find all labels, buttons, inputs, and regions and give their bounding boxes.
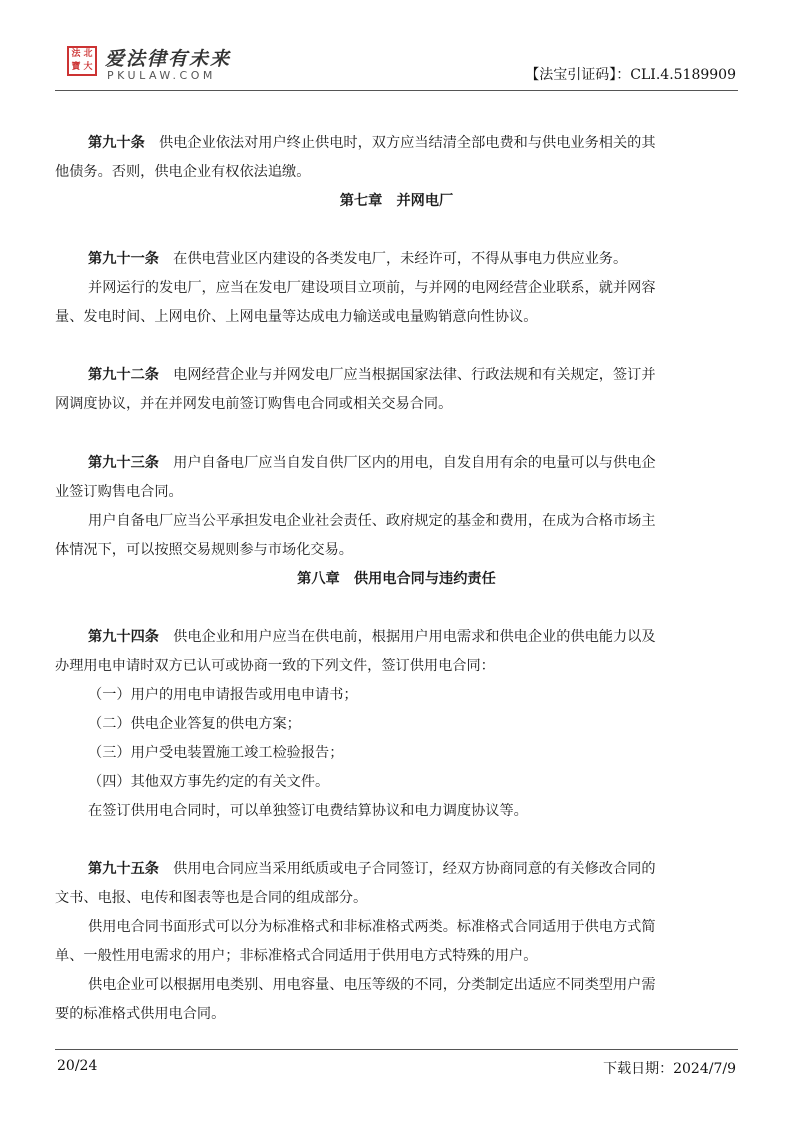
article-90-title: 第九十条 bbox=[88, 135, 145, 151]
download-date: 下载日期：2024/7/9 bbox=[603, 1061, 736, 1077]
article-94-line-3: 在签订供用电合同时，可以单独签订电费结算协议和电力调度协议等。 bbox=[88, 803, 528, 819]
article-95-line-2: 文书、电报、电传和图表等也是合同的组成部分。 bbox=[55, 890, 368, 906]
article-95-line-5: 供电企业可以根据用电类别、用电容量、电压等级的不同，分类制定出适应不同类型用户需 bbox=[88, 977, 656, 993]
page-number: 20/24 bbox=[57, 1058, 98, 1074]
article-94-line-1 bbox=[88, 626, 656, 646]
article-93-text: 用户自备电厂应当自发自供厂区内的用电，自发自用有余的电量可以与供电企 bbox=[173, 455, 656, 471]
article-94-item-1: （一）用户的用电申请报告或用电申请书； bbox=[88, 687, 358, 703]
article-91-title: 第九十一条 bbox=[88, 251, 159, 267]
article-90-text: 供电企业依法对用户终止供电时，双方应当结清全部电费和与供电业务相关的其 bbox=[158, 135, 656, 151]
chapter-8-heading: 第八章 供用电合同与违约责任 bbox=[297, 571, 496, 587]
article-94-item-3: （三）用户受电装置施工竣工检验报告； bbox=[88, 745, 344, 761]
article-93-title: 第九十三条 bbox=[88, 455, 159, 471]
pkulaw-logo[interactable] bbox=[67, 44, 267, 84]
page-header bbox=[55, 40, 738, 91]
article-92-line-1 bbox=[88, 364, 656, 384]
article-94-item-4: （四）其他双方事先约定的有关文件。 bbox=[88, 774, 330, 790]
citation-code: 【法宝引证码】：CLI.4.5189909 bbox=[525, 67, 736, 83]
article-94-line-2: 办理用电申请时双方已认可或协商一致的下列文件，签订供用电合同： bbox=[55, 658, 495, 674]
article-90-line-1 bbox=[88, 132, 656, 152]
site-name: PKULAW.COM bbox=[107, 69, 216, 82]
article-95-line-3: 供用电合同书面形式可以分为标准格式和非标准格式两类。标准格式合同适用于供电方式简 bbox=[88, 919, 656, 935]
article-93-line-3: 用户自备电厂应当公平承担发电企业社会责任、政府规定的基金和费用，在成为合格市场主 bbox=[88, 513, 656, 529]
article-92-title: 第九十二条 bbox=[88, 367, 159, 383]
article-93-line-4: 体情况下，可以按照交易规则参与市场化交易。 bbox=[55, 542, 353, 558]
article-93-line-1 bbox=[88, 452, 656, 472]
article-92-text: 电网经营企业与并网发电厂应当根据国家法律、行政法规和有关规定，签订并 bbox=[173, 367, 656, 383]
article-95-line-1 bbox=[88, 858, 656, 878]
article-90-line-2: 他债务。否则，供电企业有权依法追缴。 bbox=[55, 164, 311, 180]
article-93-line-2: 业签订购售电合同。 bbox=[55, 484, 183, 500]
article-94-text: 供电企业和用户应当在供电前，根据用户用电需求和供电企业的供电能力以及 bbox=[173, 629, 656, 645]
article-91-line-1 bbox=[88, 248, 627, 268]
article-95-title: 第九十五条 bbox=[88, 861, 159, 877]
seal-icon: 法 北 寶 大 bbox=[67, 46, 97, 76]
article-95-line-4: 单、一般性用电需求的用户；非标准格式合同适用于供用电方式特殊的用户。 bbox=[55, 948, 538, 964]
article-95-text: 供用电合同应当采用纸质或电子合同签订，经双方协商同意的有关修改合同的 bbox=[173, 861, 656, 877]
page-footer bbox=[55, 1049, 738, 1090]
article-94-item-2: （二）供电企业答复的供电方案； bbox=[88, 716, 301, 732]
article-94-title: 第九十四条 bbox=[88, 629, 159, 645]
article-92-line-2: 网调度协议，并在并网发电前签订购售电合同或相关交易合同。 bbox=[55, 396, 453, 412]
chapter-7-heading: 第七章 并网电厂 bbox=[339, 193, 454, 209]
article-91-text: 在供电营业区内建设的各类发电厂，未经许可，不得从事电力供应业务。 bbox=[173, 251, 628, 267]
brand-slogan: 爱法律有未来 bbox=[105, 48, 232, 70]
article-91-line-3: 量、发电时间、上网电价、上网电量等达成电力输送或电量购销意向性协议。 bbox=[55, 309, 538, 325]
article-91-line-2: 并网运行的发电厂，应当在发电厂建设项目立项前，与并网的电网经营企业联系，就并网容 bbox=[88, 280, 656, 296]
article-95-line-6: 要的标准格式供用电合同。 bbox=[55, 1006, 226, 1022]
